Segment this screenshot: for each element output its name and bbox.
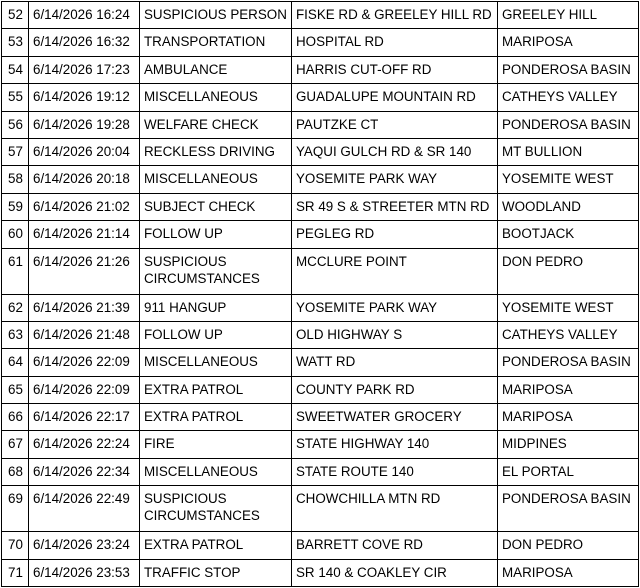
table-row (2, 166, 639, 193)
row-datetime: 6/14/2026 21:48 (29, 321, 140, 348)
table-row (2, 431, 639, 458)
row-call-type: SUSPICIOUS PERSON (140, 2, 292, 29)
row-location: FISKE RD & GREELEY HILL RD (292, 2, 498, 29)
row-datetime: 6/14/2026 21:39 (29, 294, 140, 321)
table-row (2, 376, 639, 403)
row-area: CATHEYS VALLEY (498, 321, 639, 348)
row-number: 69 (2, 486, 29, 532)
row-datetime: 6/14/2026 23:24 (29, 532, 140, 559)
row-call-type: WELFARE CHECK (140, 111, 292, 138)
row-area: MIDPINES (498, 431, 639, 458)
row-datetime: 6/14/2026 20:04 (29, 138, 140, 165)
row-number: 56 (2, 111, 29, 138)
row-datetime: 6/14/2026 22:09 (29, 349, 140, 376)
row-location: PAUTZKE CT (292, 111, 498, 138)
row-area: PONDEROSA BASIN (498, 111, 639, 138)
row-area: YOSEMITE WEST (498, 294, 639, 321)
row-datetime: 6/14/2026 16:32 (29, 29, 140, 56)
row-call-type: MISCELLANEOUS (140, 84, 292, 111)
row-location: STATE ROUTE 140 (292, 458, 498, 485)
row-number: 58 (2, 166, 29, 193)
row-number: 68 (2, 458, 29, 485)
row-datetime: 6/14/2026 22:24 (29, 431, 140, 458)
row-datetime: 6/14/2026 22:17 (29, 404, 140, 431)
row-call-type: EXTRA PATROL (140, 532, 292, 559)
row-call-type: AMBULANCE (140, 56, 292, 83)
row-call-type: SUBJECT CHECK (140, 193, 292, 220)
row-call-type: FOLLOW UP (140, 321, 292, 348)
row-number: 67 (2, 431, 29, 458)
table-row (2, 321, 639, 348)
row-call-type: 911 HANGUP (140, 294, 292, 321)
row-area: MARIPOSA (498, 404, 639, 431)
row-location: GUADALUPE MOUNTAIN RD (292, 84, 498, 111)
row-number: 61 (2, 248, 29, 294)
table-row (2, 532, 639, 559)
row-location: OLD HIGHWAY S (292, 321, 498, 348)
row-datetime: 6/14/2026 22:09 (29, 376, 140, 403)
row-area: YOSEMITE WEST (498, 166, 639, 193)
table-row (2, 111, 639, 138)
row-number: 63 (2, 321, 29, 348)
row-number: 60 (2, 221, 29, 248)
row-area: EL PORTAL (498, 458, 639, 485)
row-call-type: RECKLESS DRIVING (140, 138, 292, 165)
row-area: PONDEROSA BASIN (498, 486, 639, 532)
row-number: 54 (2, 56, 29, 83)
row-number: 64 (2, 349, 29, 376)
row-datetime: 6/14/2026 22:49 (29, 486, 140, 532)
row-area: PONDEROSA BASIN (498, 349, 639, 376)
table-row (2, 29, 639, 56)
row-call-type: TRAFFIC STOP (140, 559, 292, 586)
row-location: STATE HIGHWAY 140 (292, 431, 498, 458)
row-call-type: MISCELLANEOUS (140, 166, 292, 193)
row-area: DON PEDRO (498, 532, 639, 559)
row-number: 57 (2, 138, 29, 165)
table-row (2, 404, 639, 431)
row-area: MARIPOSA (498, 559, 639, 586)
row-datetime: 6/14/2026 19:28 (29, 111, 140, 138)
row-number: 62 (2, 294, 29, 321)
row-location: COUNTY PARK RD (292, 376, 498, 403)
row-datetime: 6/14/2026 21:14 (29, 221, 140, 248)
row-number: 66 (2, 404, 29, 431)
row-number: 53 (2, 29, 29, 56)
row-call-type: MISCELLANEOUS (140, 458, 292, 485)
row-datetime: 6/14/2026 20:18 (29, 166, 140, 193)
row-area: WOODLAND (498, 193, 639, 220)
row-number: 70 (2, 532, 29, 559)
row-location: BARRETT COVE RD (292, 532, 498, 559)
table-row (2, 486, 639, 532)
row-datetime: 6/14/2026 23:53 (29, 559, 140, 586)
row-call-type: MISCELLANEOUS (140, 349, 292, 376)
table-row (2, 138, 639, 165)
row-location: CHOWCHILLA MTN RD (292, 486, 498, 532)
row-location: WATT RD (292, 349, 498, 376)
row-call-type: TRANSPORTATION (140, 29, 292, 56)
row-location: YOSEMITE PARK WAY (292, 294, 498, 321)
row-call-type: EXTRA PATROL (140, 404, 292, 431)
table-row (2, 193, 639, 220)
table-row (2, 221, 639, 248)
row-location: SR 49 S & STREETER MTN RD (292, 193, 498, 220)
table-row (2, 349, 639, 376)
row-number: 55 (2, 84, 29, 111)
row-call-type: FOLLOW UP (140, 221, 292, 248)
row-location: YAQUI GULCH RD & SR 140 (292, 138, 498, 165)
row-area: DON PEDRO (498, 248, 639, 294)
table-row (2, 294, 639, 321)
row-area: MARIPOSA (498, 29, 639, 56)
row-number: 65 (2, 376, 29, 403)
row-number: 59 (2, 193, 29, 220)
table-row (2, 2, 639, 29)
row-datetime: 6/14/2026 22:34 (29, 458, 140, 485)
row-call-type: FIRE (140, 431, 292, 458)
row-area: PONDEROSA BASIN (498, 56, 639, 83)
row-datetime: 6/14/2026 19:12 (29, 84, 140, 111)
row-datetime: 6/14/2026 17:23 (29, 56, 140, 83)
row-location: HOSPITAL RD (292, 29, 498, 56)
row-area: CATHEYS VALLEY (498, 84, 639, 111)
table-row (2, 84, 639, 111)
row-area: GREELEY HILL (498, 2, 639, 29)
row-number: 71 (2, 559, 29, 586)
row-location: SR 140 & COAKLEY CIR (292, 559, 498, 586)
row-datetime: 6/14/2026 21:26 (29, 248, 140, 294)
table-row (2, 559, 639, 586)
row-datetime: 6/14/2026 21:02 (29, 193, 140, 220)
row-area: MARIPOSA (498, 376, 639, 403)
row-area: BOOTJACK (498, 221, 639, 248)
row-number: 52 (2, 2, 29, 29)
row-location: YOSEMITE PARK WAY (292, 166, 498, 193)
row-datetime: 6/14/2026 16:24 (29, 2, 140, 29)
row-location: PEGLEG RD (292, 221, 498, 248)
row-location: MCCLURE POINT (292, 248, 498, 294)
row-location: HARRIS CUT-OFF RD (292, 56, 498, 83)
table-row (2, 56, 639, 83)
row-call-type: EXTRA PATROL (140, 376, 292, 403)
table-row (2, 248, 639, 294)
row-call-type: SUSPICIOUS CIRCUMSTANCES (140, 248, 292, 294)
table-row (2, 458, 639, 485)
incident-log-table (1, 1, 639, 587)
row-call-type: SUSPICIOUS CIRCUMSTANCES (140, 486, 292, 532)
row-area: MT BULLION (498, 138, 639, 165)
row-location: SWEETWATER GROCERY (292, 404, 498, 431)
